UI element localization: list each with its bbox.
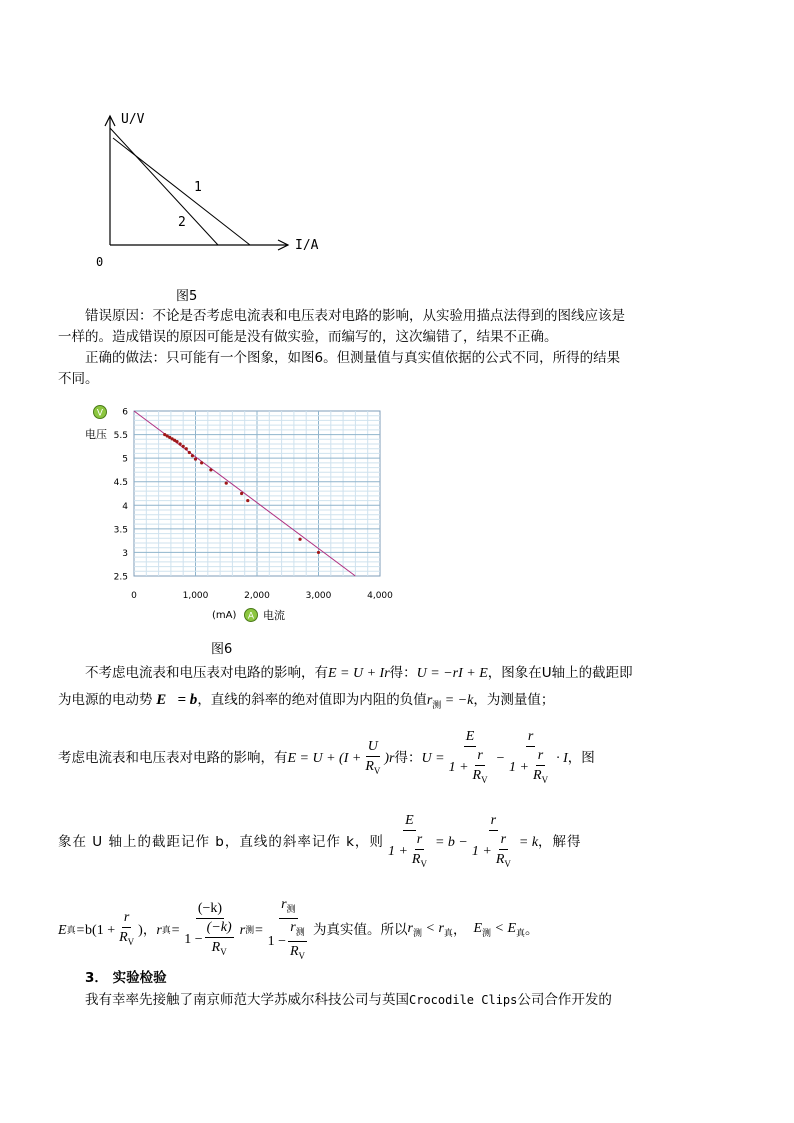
data-point	[191, 454, 194, 457]
data-point	[317, 551, 320, 554]
x-tick-label: 3,000	[305, 591, 332, 601]
paragraph-true-values: E 真 = b(1 + $\frac{r}{R_V}$ ) ， r 真 = (−k) 1 − $\frac{(-k)}{R_V}$ r 测 = $r_测$ 1 − $\frac{r_测}{R_V}$ 为真实值。所以 $r_测 < r_真$ ， $E_测 < E_真$ 。	[58, 896, 658, 965]
text: ，直线的斜率的绝对值即为内阻的负值	[197, 692, 427, 708]
text: ，图	[567, 750, 595, 767]
text: ，	[452, 922, 467, 939]
formula-e-u-ir: E = U + Ir	[328, 666, 390, 681]
y-tick-label: 4.5	[113, 478, 128, 489]
x-tick-label: 4,000	[367, 591, 393, 601]
section-3-paragraph	[85, 990, 612, 1011]
formula-e-u-i-u-rv-r: E = U + (I + $\frac{U}{R_V}$ )r	[287, 738, 395, 776]
data-point	[175, 440, 178, 443]
y-tick-label: 4	[122, 501, 128, 512]
section-3-heading: 3． 实验检验	[85, 970, 167, 986]
x-axis-label: I/A	[295, 238, 319, 253]
origin-label: 0	[96, 255, 104, 269]
text: 我有幸率先接触了南京师范大学苏威尔科技公司与英国	[85, 992, 409, 1008]
formula-u-true: U = E 1 + $\frac{r}{R_V}$ − r 1 + $\frac{r}{R_V}$ · I	[421, 729, 568, 785]
error-paragraph: 错误原因：不论是否考虑电流表和电压表对电路的影响，从实验用描点法得到的图线应该是一样的。造成错误的原因可能是没有做实验，而编写的，这次编错了，结果不正确。	[58, 308, 625, 345]
figure-5-diagram	[90, 108, 350, 278]
text: ，为测量值；	[473, 692, 555, 708]
ammeter-icon-label: A	[247, 611, 255, 622]
correct-method-paragraph: 正确的做法：只可能有一个图象，如图6。但测量值与真实值依据的公式不同，所得的结果不同。	[58, 350, 621, 387]
text: ，解得	[538, 834, 582, 851]
text: 得：	[389, 665, 417, 681]
y-tick-label: 5.5	[113, 431, 128, 442]
figure-6-caption: 图6	[211, 642, 233, 657]
x-tick-label: 1,000	[182, 591, 209, 601]
y-tick-label: 2.5	[113, 572, 128, 583]
data-point	[194, 457, 197, 460]
data-point	[200, 461, 203, 464]
formula-e-true: E 真 = b(1 + $\frac{r}{R_V}$ )	[58, 910, 143, 948]
line-1-label: 1	[194, 180, 202, 195]
data-point	[188, 451, 191, 454]
figure-5-caption: 图5	[176, 289, 198, 304]
y-tick-label: 5	[122, 454, 128, 465]
y-axis-label: U/V	[121, 112, 145, 127]
text: 得：	[394, 750, 422, 767]
data-point	[179, 442, 182, 445]
formula-r-compare: $r_测 < r_真$	[407, 920, 453, 938]
figure-6-chart	[80, 398, 410, 626]
text: 不考虑电流表和电压表对电路的影响，有	[85, 665, 328, 681]
x-tick-label: 2,000	[244, 591, 270, 601]
x-axis-unit: (mA)	[212, 610, 237, 621]
data-point	[240, 492, 243, 495]
x-axis-label: 电流	[263, 609, 285, 622]
formula-r-measured-k: $r_测 = -k$	[426, 693, 474, 710]
text: 考虑电流表和电压表对电路的影响，有	[58, 750, 288, 767]
line-2-label: 2	[178, 215, 186, 230]
formula-e-compare: $E_测 < E_真$	[466, 920, 526, 938]
formula-r-true: r 真 = (−k) 1 − $\frac{(-k)}{R_V}$ r 测 = $r_测$ 1 − $\frac{r_测}{R_V}$	[156, 897, 306, 961]
data-point	[182, 445, 185, 448]
y-tick-label: 3	[122, 548, 128, 559]
y-tick-label: 6	[122, 407, 128, 418]
paragraph-no-meter-effect	[58, 660, 638, 719]
voltmeter-icon-label: V	[96, 408, 104, 419]
y-axis-label: 电压	[85, 428, 107, 441]
text: 象在 U 轴上的截距记作 b，直线的斜率记作 k，则	[58, 834, 384, 851]
data-point	[298, 538, 301, 541]
data-point	[209, 468, 212, 471]
formula-e-b: E = b	[152, 692, 198, 708]
paragraph-intercept-slope	[58, 812, 638, 874]
brand-name: Crocodile Clips	[409, 993, 518, 1007]
data-point	[185, 447, 188, 450]
y-tick-label: 3.5	[113, 525, 128, 536]
formula-u-minus-ri-e: U = −rI + E	[416, 666, 488, 681]
data-point	[225, 482, 228, 485]
text: ，图象在U轴上的截距即为电源的电动势	[58, 665, 633, 708]
text: 为真实值。所以	[313, 922, 408, 939]
paragraph-with-meter-effect	[58, 728, 638, 790]
text: 公司合作开发的	[517, 992, 612, 1008]
x-tick-label: 0	[131, 591, 137, 601]
formula-b-k: E 1 + $\frac{r}{R_V}$ = b − r 1 + $\frac{r}{R_V}$ = k	[387, 813, 539, 869]
data-point	[246, 499, 249, 502]
